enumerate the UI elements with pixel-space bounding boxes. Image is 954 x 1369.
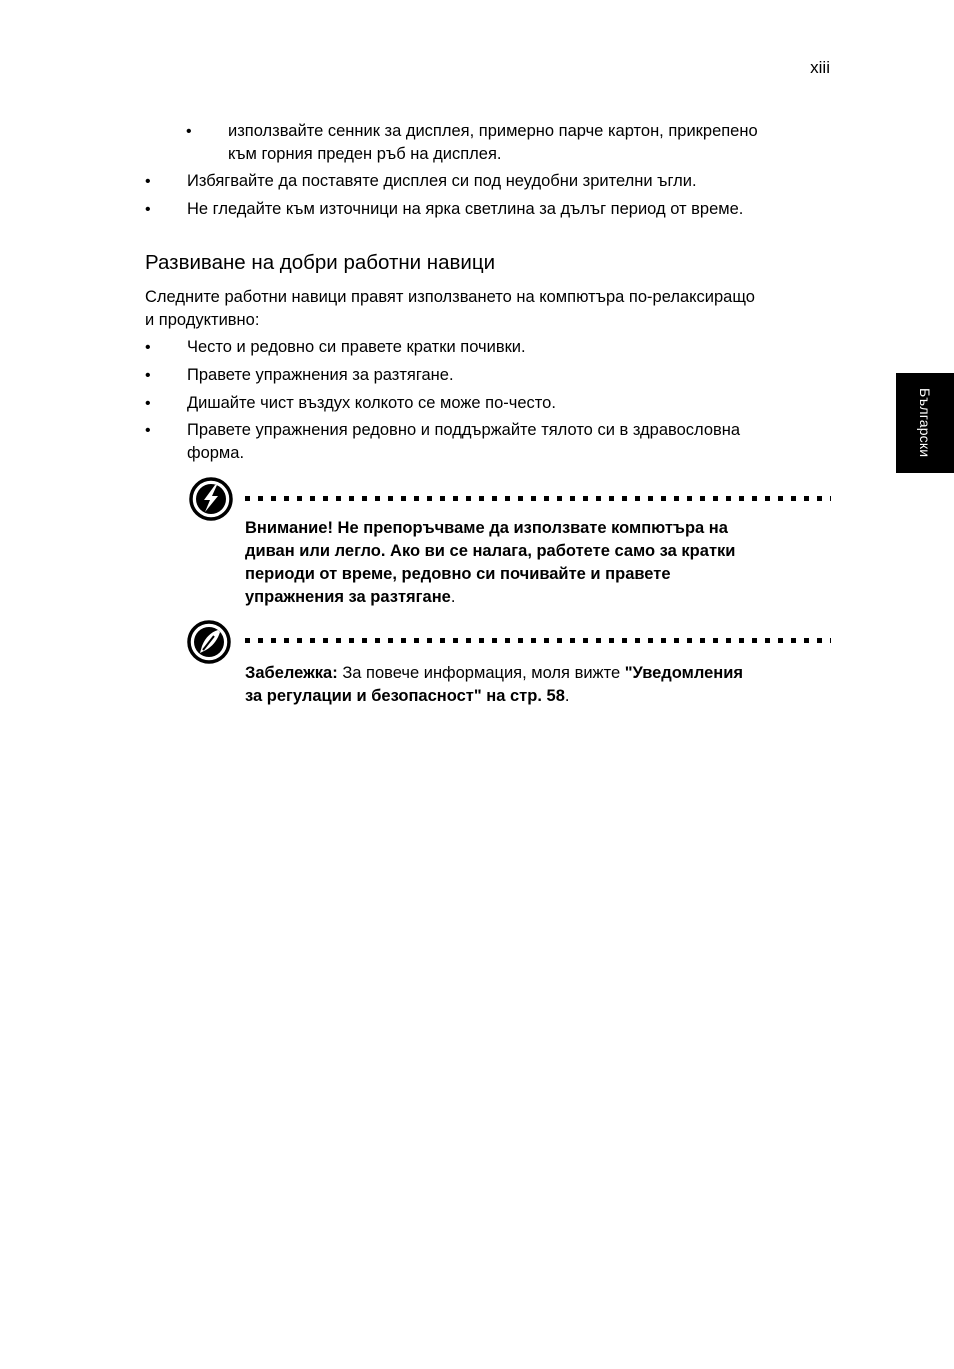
sub-item-line-1: използвайте сенник за дисплея, примерно парче картон, прикрепено — [228, 122, 758, 140]
warning-line-1: Внимание! Не препоръчваме да използвате компютъра на — [245, 519, 728, 537]
list-bullet: • — [145, 173, 151, 190]
warning-line-4-bold: упражнения за разтягане — [245, 588, 451, 606]
page-number: xiii — [810, 58, 830, 77]
note-pen-icon — [186, 619, 232, 665]
note-dotted-rule — [245, 638, 831, 643]
note-reference-link-cont[interactable]: за регулации и безопасност" на стр. 58 — [245, 687, 565, 705]
note-tail: . — [564, 687, 570, 705]
note-label: Забележка: — [245, 664, 338, 682]
note-line-2 — [245, 685, 569, 708]
list-item: Дишайте чист въздух колкото се може по-често. — [187, 394, 556, 412]
section-intro-line-2: и продуктивно: — [145, 311, 260, 329]
warning-dotted-rule — [245, 496, 831, 501]
list-item: Избягвайте да поставяте дисплея си под неудобни зрителни ъгли. — [187, 172, 697, 190]
list-bullet: • — [145, 395, 151, 412]
list-item: Правете упражнения за разтягане. — [187, 366, 454, 384]
note-text: За повече информация, моля вижте — [337, 664, 625, 682]
warning-lightning-icon — [188, 476, 234, 522]
list-bullet: • — [186, 123, 192, 140]
language-side-tab — [896, 373, 954, 473]
list-item: Не гледайте към източници на ярка светлина за дълъг период от време. — [187, 200, 744, 218]
list-item-line-1: Правете упражнения редовно и поддържайте тялото си в здравословна — [187, 421, 741, 439]
section-heading: Развиване на добри работни навици — [145, 251, 496, 274]
language-tab-label: Български — [917, 388, 933, 458]
list-item-line-2: форма. — [187, 444, 245, 462]
sub-item-line-2: към горния преден ръб на дисплея. — [228, 145, 502, 163]
warning-line-2: диван или легло. Ако ви се налага, работете само за кратки — [245, 542, 736, 560]
list-bullet: • — [145, 201, 151, 218]
list-bullet: • — [145, 339, 151, 356]
warning-line-4 — [245, 586, 455, 609]
list-bullet: • — [145, 422, 151, 439]
note-reference-link[interactable]: "Уведомления — [624, 664, 744, 682]
section-intro-line-1: Следните работни навици правят използването на компютъра по-релаксиращо — [145, 288, 755, 306]
list-bullet: • — [145, 367, 151, 384]
note-line-1 — [245, 662, 743, 685]
list-item: Често и редовно си правете кратки почивки. — [187, 338, 526, 356]
warning-line-4-tail: . — [450, 588, 456, 606]
warning-line-3: периоди от време, редовно си почивайте и правете — [245, 565, 671, 583]
